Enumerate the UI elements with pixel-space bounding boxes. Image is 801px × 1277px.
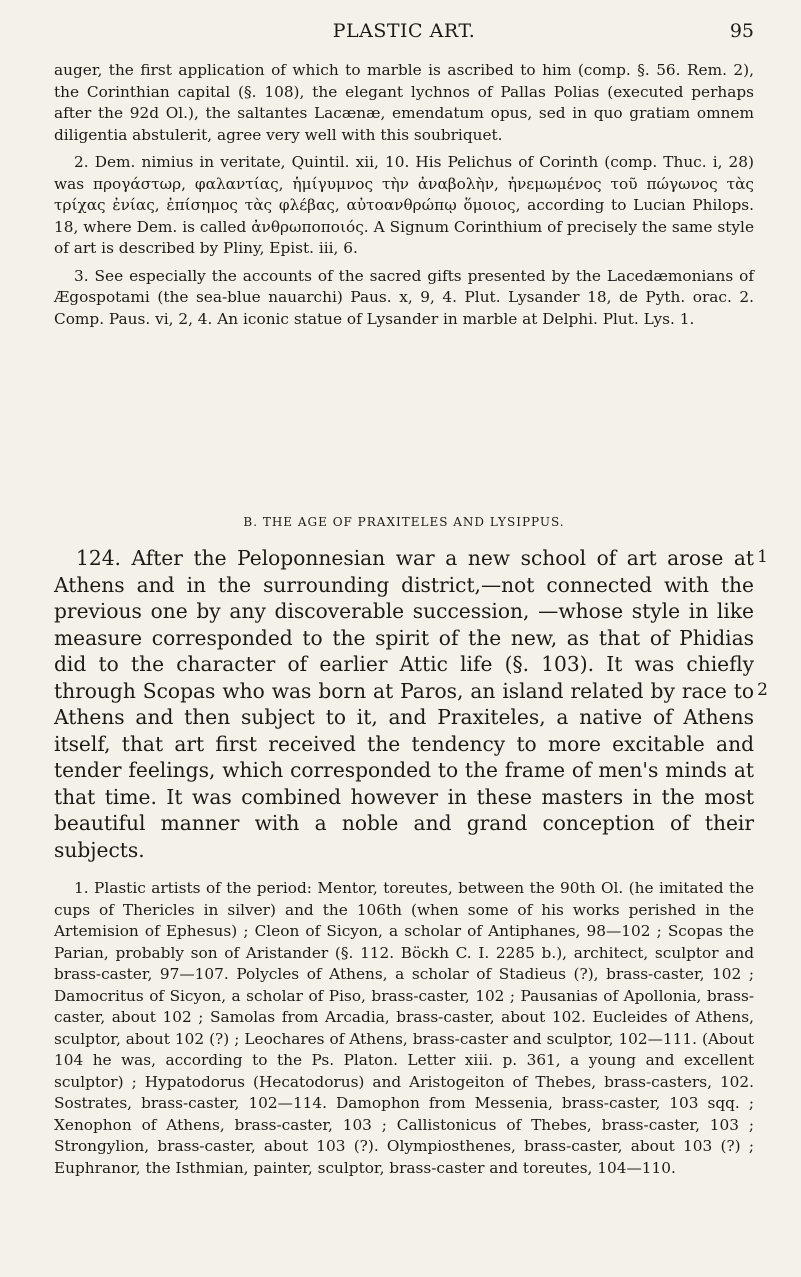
running-header <box>54 20 754 48</box>
footnote-bottom <box>54 878 754 1179</box>
note-paragraph: 3. See especially the accounts of the sacred gifts presented by the Lacedæmonians of Ægospotami (the sea-blue nauarchi) Paus. x, 9, 4. Plut. Lysander 18, de Pyth. orac. 2. Comp. Paus. vi, 2, 4. An iconic statue of Lysander in marble at Delphi. Plut. Lys. 1. <box>54 266 754 328</box>
note-paragraph: 2. Dem. nimius in veritate, Quintil. xii, 10. His Pelichus of Corinth (comp. Thuc. i, 28) was προγάστωρ, φαλαντίας, ἡμίγυμνος τὴν ἀναβολὴν, ἠνεμωμένος τοῦ πώγωνος τὰς τρίχας ἐνίας, ἐπίσημος τὰς φλέβας, αὐτοανθρώπῳ ὅμοιος, according to Lucian Philops. 18, where Dem. is called ἀνθρωποποιός. A Signum Corinthium of precisely the same style of art is described by Pliny, Epist. iii, 6. <box>54 153 754 257</box>
margin-number: 1 <box>757 547 768 567</box>
section-heading: B. THE AGE OF PRAXITELES AND LYSIPPUS. <box>243 515 565 529</box>
main-paragraph: 124. After the Peloponnesian war a new school of art arose at Athens and in the surrounding district,—not connected with the previous one by any discoverable succession, —whose style in like measure corresponded to the spirit of the new, as that of Phidias did to the character of earlier Attic life (§. 103). It was chiefly through Scopas who was born at Paros, an island related by race to Athens and then subject to it, and Praxiteles, a native of Athens itself, that art first received the tendency to more excitable and tender feelings, which corresponded to the frame of men's minds at that time. It was combined however in these masters in the most beautiful manner with a noble and grand conception of their subjects. <box>54 546 754 862</box>
note-paragraph: auger, the first application of which to marble is ascribed to him (comp. §. 56. Rem. 2), the Corinthian capital (§. 108), the elegant lychnos of Pallas Polias (executed perhaps after the 92d Ol.), the saltantes Lacænæ, emendatum opus, sed in quo gratiam omnem diligentia abstulerit, agree very well with this soubriquet. <box>54 61 754 144</box>
page-number: 95 <box>729 20 754 42</box>
main-section <box>54 545 768 863</box>
footnotes-top <box>54 60 754 330</box>
margin-number: 2 <box>757 680 768 700</box>
note-paragraph: 1. Plastic artists of the period: Mentor, toreutes, between the 90th Ol. (he imitated the cups of Thericles in silver) and the 106th (when some of his works perished in the Artemision of Ephesus) ; Cleon of Sicyon, a scholar of Antiphanes, 98—102 ; Scopas the Parian, probably son of Aristander (§. 112. Böckh C. I. 2285 b.), architect, sculptor and brass-caster, 97—107. Polycles of Athens, a scholar of Stadieus (?), brass-caster, 102 ; Damocritus of Sicyon, a scholar of Piso, brass-caster, 102 ; Pausanias of Apollonia, brass-caster, about 102 ; Samolas from Arcadia, brass-caster, about 102. Eucleides of Athens, sculptor, about 102 (?) ; Leochares of Athens, brass-caster and sculptor, 102—111. (About 104 he was, according to the Ps. Platon. Letter xiii. p. 361, a young and excellent sculptor) ; Hypatodorus (Hecatodorus) and Aristogeiton of Thebes, brass-casters, 102. Sostrates, brass-caster, 102—114. Damophon from Messenia, brass-caster, 103 sqq. ; Xenophon of Athens, brass-caster, 103 ; Callistonicus of Thebes, brass-caster, 103 ; Strongylion, brass-caster, about 103 (?). Olympiosthenes, brass-caster, about 103 (?) ; Euphranor, the Isthmian, painter, sculptor, brass-caster and toreutes, 104—110. <box>54 879 754 1177</box>
running-title: PLASTIC ART. <box>332 20 476 42</box>
